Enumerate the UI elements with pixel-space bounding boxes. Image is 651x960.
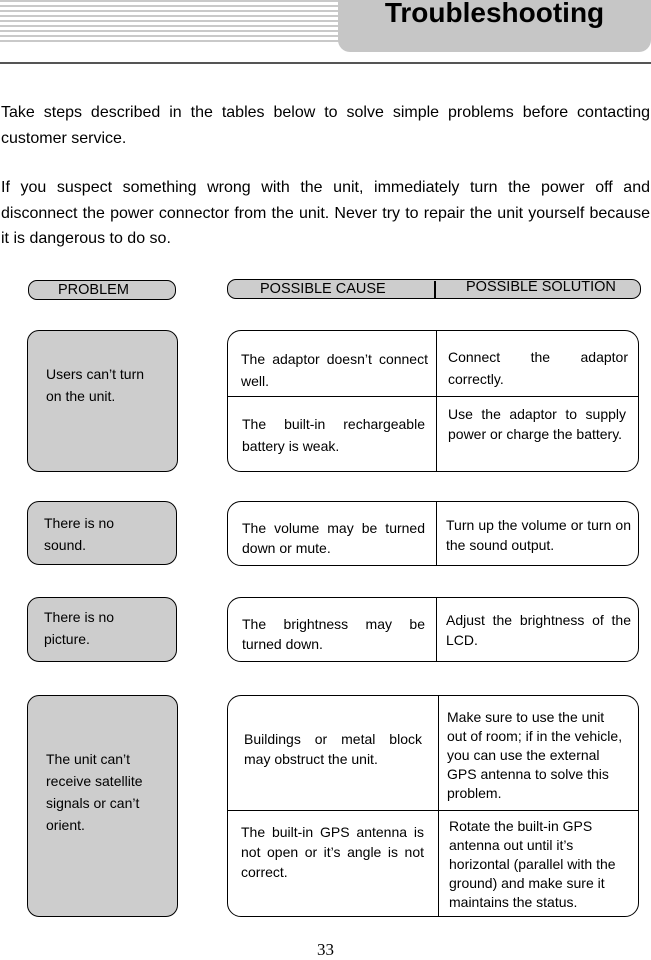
solution-cell: Rotate the built-in GPS antenna out until it’s horizontal (parallel with the ground) and make sure it maintains the status. — [449, 818, 616, 910]
problem-box-no-power — [27, 330, 178, 472]
solution-cell: Connect the adaptor correctly. — [448, 349, 628, 387]
solution-cell: Make sure to use the unit out of room; if in the vehicle, you can use the external GPS antenna to solve this problem. — [447, 709, 623, 801]
cause-solution-box-no-gps — [227, 695, 639, 917]
problem-box-no-sound — [27, 501, 177, 565]
cause-cell: Buildings or metal block may obstruct the unit. — [244, 731, 422, 767]
column-header-separator — [434, 281, 436, 299]
header-rule — [0, 62, 651, 64]
problem-text: The unit can’t receive satellite signals or can’t orient. — [46, 751, 143, 833]
cause-cell: The brightness may be turned down. — [242, 616, 425, 652]
row-divider — [228, 810, 638, 811]
column-divider — [436, 331, 437, 471]
cause-cell: The built-in rechargeable battery is weak. — [242, 416, 425, 454]
problem-text: There is no sound. — [44, 515, 115, 553]
column-header-cause-label: POSSIBLE CAUSE — [260, 281, 386, 297]
column-header-problem-label: PROBLEM — [58, 282, 129, 298]
problem-box-no-picture — [27, 597, 177, 662]
solution-cell: Use the adaptor to supply power or charge the battery. — [448, 406, 626, 442]
cause-cell: The built-in GPS antenna is not open or it’s angle is not correct. — [241, 824, 424, 880]
column-header-solution-label: POSSIBLE SOLUTION — [466, 279, 616, 295]
problem-box-no-gps — [27, 695, 178, 917]
cause-solution-box-no-power — [227, 330, 639, 472]
column-divider — [438, 696, 439, 916]
solution-cell: Turn up the volume or turn on the sound output. — [446, 517, 631, 553]
page-title: Troubleshooting — [338, 0, 651, 52]
cause-cell: The adaptor doesn’t connect well. — [241, 351, 428, 389]
row-divider — [228, 396, 638, 397]
column-header-problem — [28, 280, 176, 300]
intro-paragraph-1: Take steps described in the tables below to solve simple problems before contacting customer service. — [1, 104, 650, 147]
header-stripes — [0, 0, 340, 44]
problem-text: There is no picture. — [44, 609, 115, 647]
cause-cell: The volume may be turned down or mute. — [242, 520, 425, 556]
cause-solution-box-no-sound — [227, 501, 639, 566]
page-number: 33 — [317, 940, 334, 959]
cause-solution-box-no-picture — [227, 597, 639, 662]
intro-paragraph-2: If you suspect something wrong with the unit, immediately turn the power off and disconnect the power connector from the unit. Never try to repair the unit yourself because it is dangerous to do so. — [1, 179, 650, 247]
solution-cell: Adjust the brightness of the LCD. — [446, 612, 631, 648]
column-divider — [436, 502, 437, 565]
column-divider — [436, 598, 437, 661]
problem-text: Users can’t turn on the unit. — [46, 366, 145, 404]
